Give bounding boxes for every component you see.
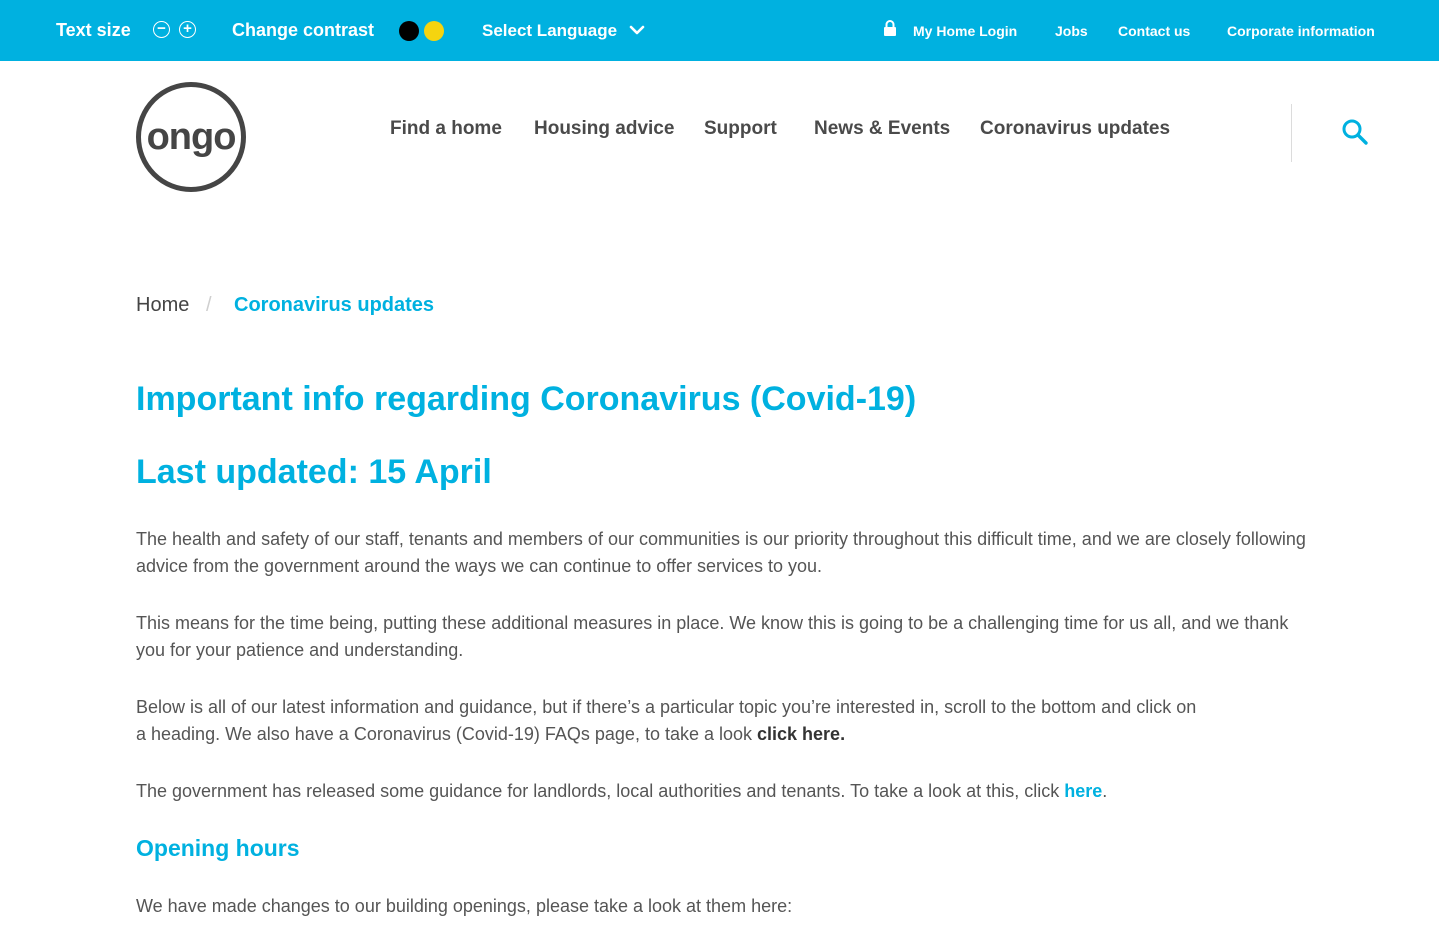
dark-contrast-button[interactable]: [399, 21, 419, 41]
faq-click-here-link[interactable]: click here.: [757, 724, 846, 744]
guidance-paragraph: [136, 694, 1316, 748]
my-home-login-link[interactable]: [913, 0, 1017, 61]
corporate-information-link[interactable]: [1227, 0, 1375, 61]
nav-housing-advice[interactable]: Housing advice: [534, 118, 675, 139]
government-guidance-end: .: [1102, 781, 1108, 801]
breadcrumb-current: Coronavirus updates: [234, 294, 435, 316]
government-guidance-paragraph: [136, 778, 1316, 805]
jobs-link[interactable]: [1055, 0, 1088, 61]
guidance-line-2: a heading. We also have a Coronavirus (Covid-19) FAQs page, to take a look: [136, 724, 758, 744]
contact-us-text[interactable]: Contact us: [1118, 22, 1191, 39]
nav-find-a-home[interactable]: Find a home: [390, 118, 502, 139]
decrease-text-size-icon[interactable]: −: [153, 21, 170, 38]
contact-us-link[interactable]: [1118, 0, 1190, 61]
nav-coronavirus-updates[interactable]: Coronavirus updates: [980, 118, 1171, 139]
government-guidance-text: The government has released some guidance for landlords, local authorities and tenants. To take a look at this, click: [136, 781, 1065, 801]
select-language-dropdown[interactable]: Select Language: [482, 20, 618, 40]
ongo-logo[interactable]: ongo: [136, 82, 246, 192]
top-utility-bar: [0, 0, 1439, 61]
lock-icon: [883, 20, 897, 37]
breadcrumb-home[interactable]: Home: [136, 294, 190, 316]
nav-news-events[interactable]: News & Events: [814, 118, 951, 139]
measures-paragraph: This means for the time being, putting these additional measures in place. We know this is going to be a challenging time for us all, and we thank you for your patience and understanding.: [136, 613, 1289, 660]
government-guidance-link[interactable]: here: [1064, 781, 1103, 801]
increase-text-size-icon[interactable]: +: [179, 21, 196, 38]
nav-support[interactable]: Support: [704, 118, 777, 139]
last-updated-heading: Last updated: 15 April: [136, 453, 492, 491]
opening-hours-paragraph: We have made changes to our building openings, please take a look at them here:: [136, 896, 793, 916]
page-title: Important info regarding Coronavirus (Covid-19): [136, 380, 917, 418]
guidance-line-1: Below is all of our latest information and guidance, but if there’s a particular topic you’re interested in, scroll to the bottom and click on: [136, 697, 1197, 717]
text-size-label: Text size: [56, 20, 131, 40]
my-home-login-text[interactable]: My Home Login: [913, 22, 1018, 39]
chevron-down-icon[interactable]: [629, 22, 645, 38]
search-icon[interactable]: [1341, 118, 1369, 146]
intro-paragraph: The health and safety of our staff, tenants and members of our communities is our priority throughout this difficult time, and we are closely following advice from the government around the ways we can continue to offer services to you.: [136, 529, 1306, 576]
header-divider: [1291, 104, 1292, 162]
breadcrumb-separator: /: [206, 294, 212, 316]
yellow-contrast-button[interactable]: [424, 21, 444, 41]
corporate-information-text[interactable]: Corporate information: [1227, 22, 1375, 39]
change-contrast-label: Change contrast: [232, 20, 375, 40]
jobs-text[interactable]: Jobs: [1055, 22, 1088, 39]
opening-hours-heading: Opening hours: [136, 835, 300, 861]
